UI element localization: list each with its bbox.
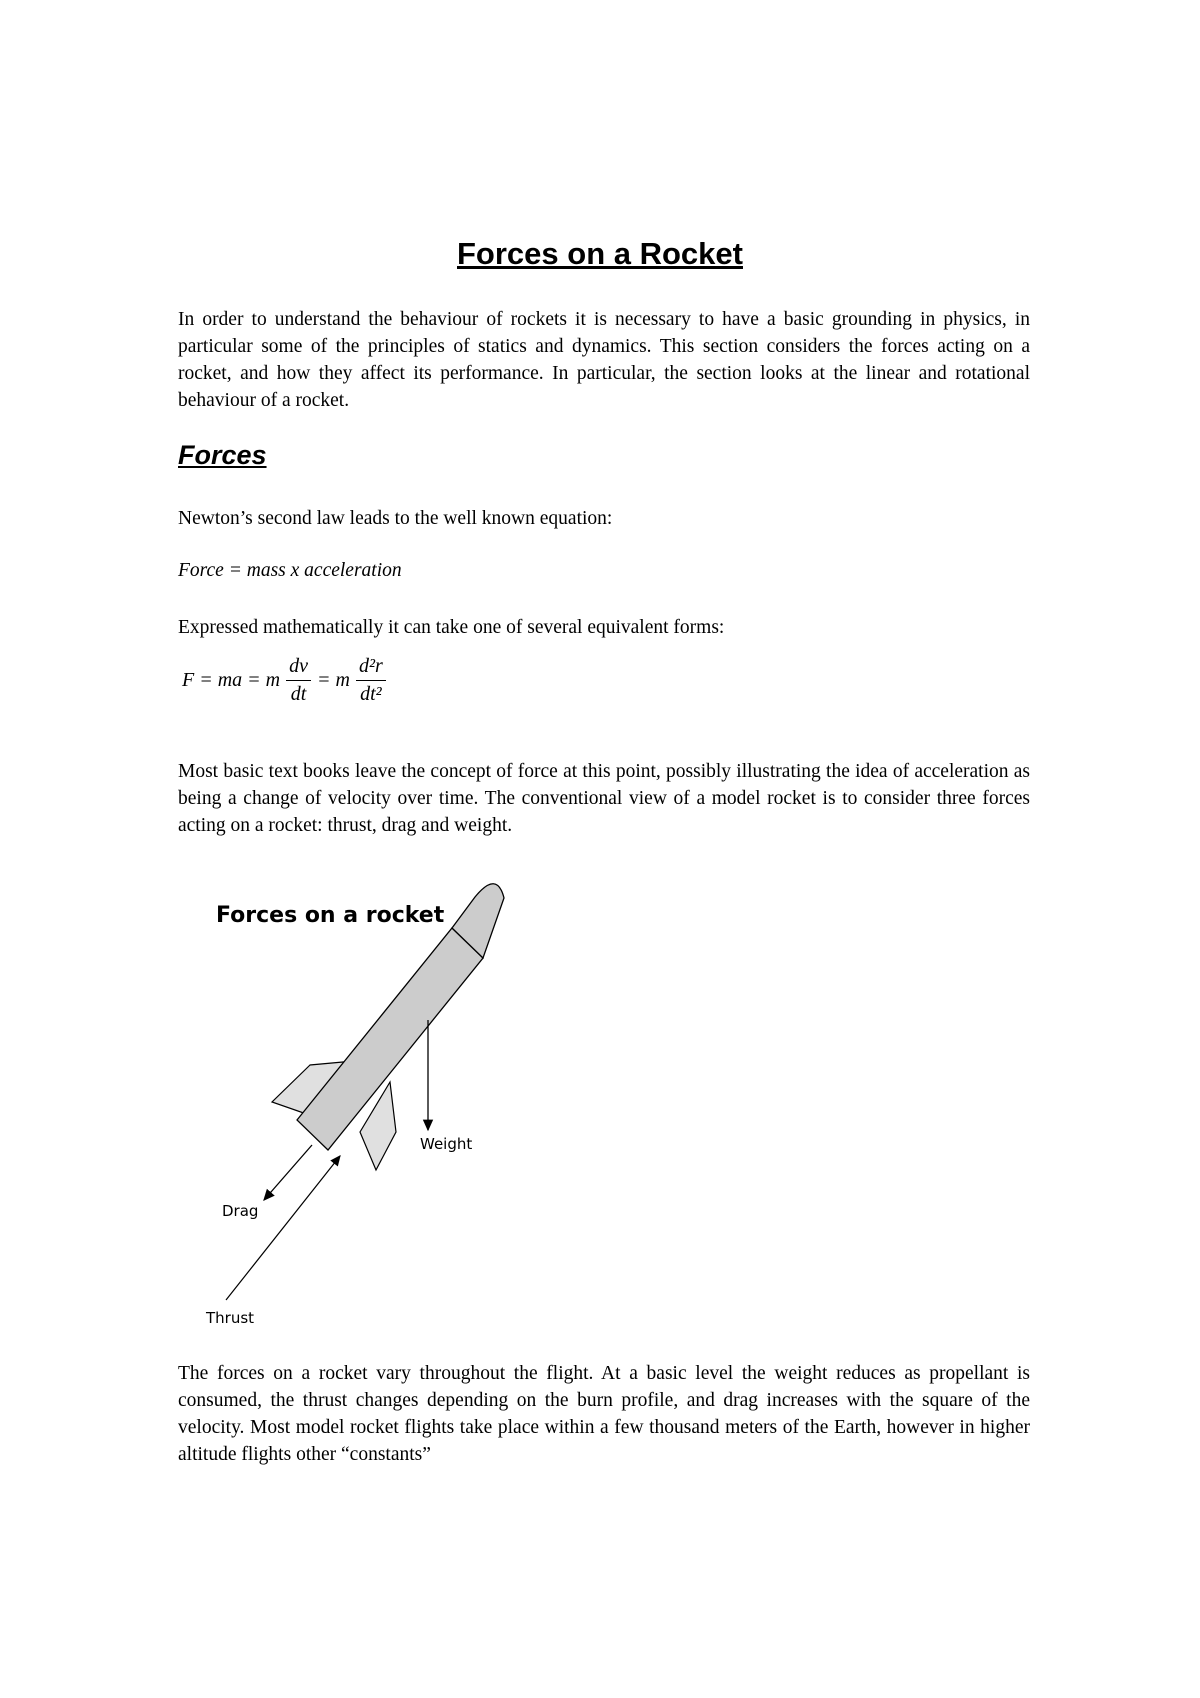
fraction-denominator: dt² [360,682,382,705]
section-heading-forces: Forces [178,440,267,470]
math-lhs: F = ma = m [182,668,281,691]
fraction-numerator: dv [286,655,311,681]
expressed-text: Expressed mathematically it can take one of several equivalent forms: [178,617,725,638]
equation-in-words: Force = mass x acceleration [178,560,402,581]
newton-text: Newton’s second law leads to the well known equation: [178,508,613,529]
math-equation [182,645,388,715]
page-title: Forces on a Rocket [457,236,743,271]
fraction-d2r-dt2 [356,655,386,706]
drag-label: Drag [222,1202,259,1220]
fraction-dv-dt [286,655,311,706]
thrust-label: Thrust [206,1309,255,1327]
closing-paragraph: The forces on a rocket vary throughout the flight. At a basic level the weight reduces as propellant is consumed, the thrust changes depending on the burn profile, and drag increases with the square of the velocity. Most model rocket flights take place within a few thousand meters of the Earth, however in higher altitude flights other “constants” [178,1363,1030,1465]
textbooks-paragraph: Most basic text books leave the concept of force at this point, possibly illustrating the idea of acceleration as being a change of velocity over time. The conventional view of a model rocket is to consider three forces acting on a rocket: thrust, drag and weight. [178,761,1030,836]
fraction-numerator: d²r [356,655,386,681]
figure-title: Forces on a rocket [216,903,445,928]
fraction-denominator: dt [290,682,307,705]
weight-label: Weight [420,1135,473,1153]
rocket-forces-diagram [200,870,620,1340]
drag-arrow [264,1145,312,1200]
intro-paragraph: In order to understand the behaviour of rockets it is necessary to have a basic grounding in physics, in particular some of the principles of statics and dynamics. This section considers the forces acting on a rocket, and how they affect its performance. In particular, the section looks at the linear and rotational behaviour of a rocket. [178,309,1030,411]
math-mid: = m [317,668,350,691]
